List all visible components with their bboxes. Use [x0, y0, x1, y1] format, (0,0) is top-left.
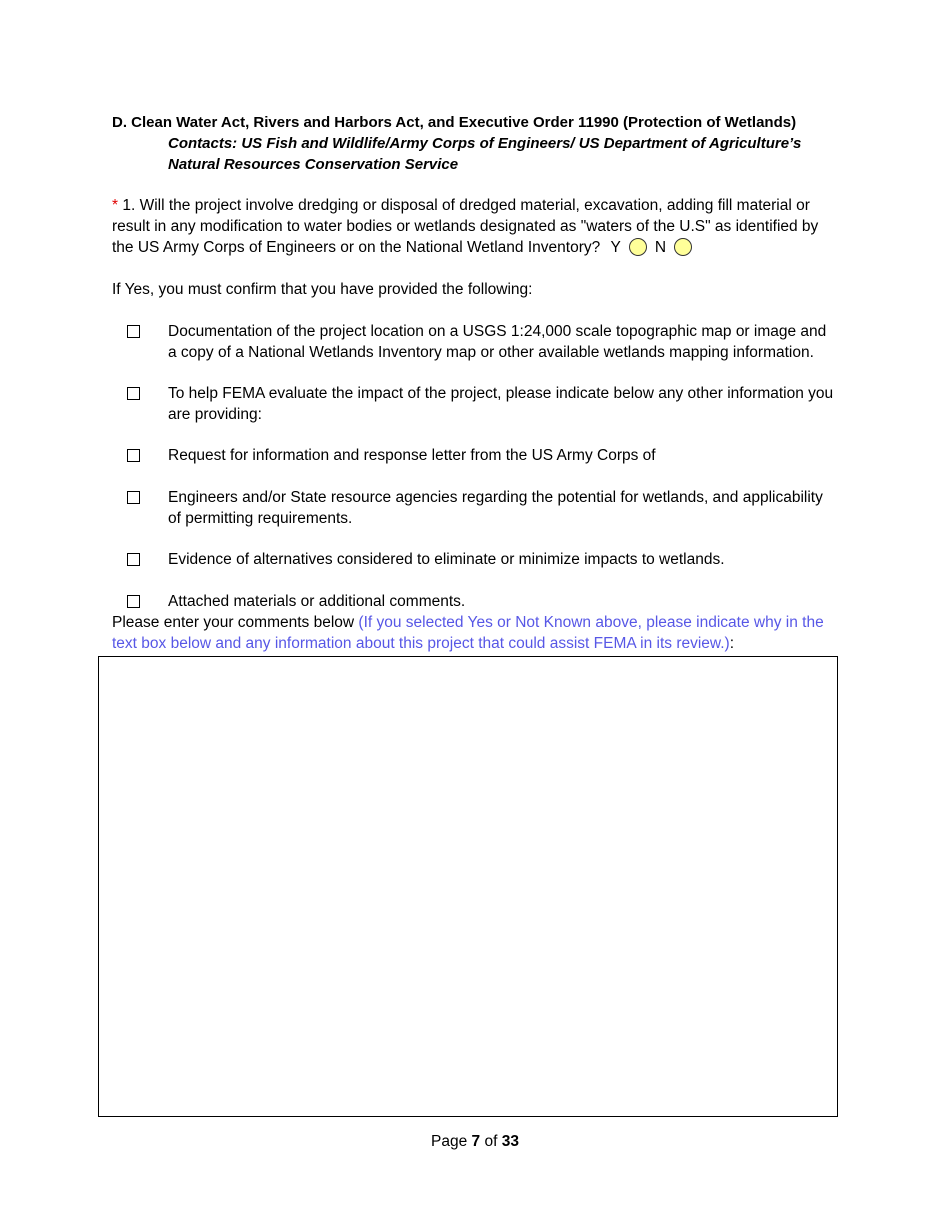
checkbox[interactable] — [127, 449, 140, 462]
page-word: Page — [431, 1133, 468, 1150]
question-1 — [112, 195, 842, 258]
page-footer — [0, 1132, 950, 1152]
checkbox[interactable] — [127, 553, 140, 566]
checkbox[interactable] — [127, 387, 140, 400]
no-radio[interactable] — [674, 238, 692, 256]
checklist-item-label: Attached materials or additional comments. — [168, 593, 466, 610]
checkbox[interactable] — [127, 325, 140, 338]
if-yes-text: If Yes, you must confirm that you have provided the following: — [112, 281, 533, 298]
checklist-item-label: Request for information and response letter from the US Army Corps of — [168, 447, 656, 464]
question-1-text: 1. Will the project involve dredging or disposal of dredged material, excavation, adding fill material or result in any modification to water bodies or wetlands designated as "waters of the U.S" as identified by the US Army Corps of Engineers or on the National Wetland Inventory? — [112, 197, 819, 256]
comments-textbox[interactable] — [98, 656, 838, 1117]
comments-suffix: : — [729, 635, 735, 652]
comments-hint: (If you selected Yes or Not Known above, please indicate why in the text box below and any information about this project that could assist FEMA in its review.) — [112, 614, 824, 652]
section-heading: D. Clean Water Act, Rivers and Harbors Act, and Executive Order 11990 (Protection of Wetlands) — [112, 114, 797, 131]
yes-label: Y — [610, 239, 621, 256]
of-word: of — [484, 1133, 498, 1150]
checklist-item-label: Engineers and/or State resource agencies regarding the potential for wetlands, and applicability of permitting requirements. — [168, 489, 823, 527]
yes-no-group — [611, 237, 701, 258]
page-total: 33 — [501, 1133, 519, 1150]
comments-label: Please enter your comments below — [112, 614, 355, 631]
checklist-item-label: Evidence of alternatives considered to eliminate or minimize impacts to wetlands. — [168, 551, 725, 568]
page-current: 7 — [471, 1133, 481, 1150]
no-label: N — [654, 239, 667, 256]
comments-prompt — [112, 612, 842, 654]
checkbox[interactable] — [127, 595, 140, 608]
checklist-item-label: To help FEMA evaluate the impact of the project, please indicate below any other information you are providing: — [168, 385, 834, 423]
required-mark: * — [112, 197, 119, 214]
section-contacts: Contacts: US Fish and Wildlife/Army Corps of Engineers/ US Department of Agriculture’s Natural Resources Conservation Service — [168, 135, 802, 173]
checklist-item-label: Documentation of the project location on a USGS 1:24,000 scale topographic map or image and a copy of a National Wetlands Inventory map or other available wetlands mapping information. — [168, 323, 827, 361]
checkbox[interactable] — [127, 491, 140, 504]
yes-radio[interactable] — [629, 238, 647, 256]
